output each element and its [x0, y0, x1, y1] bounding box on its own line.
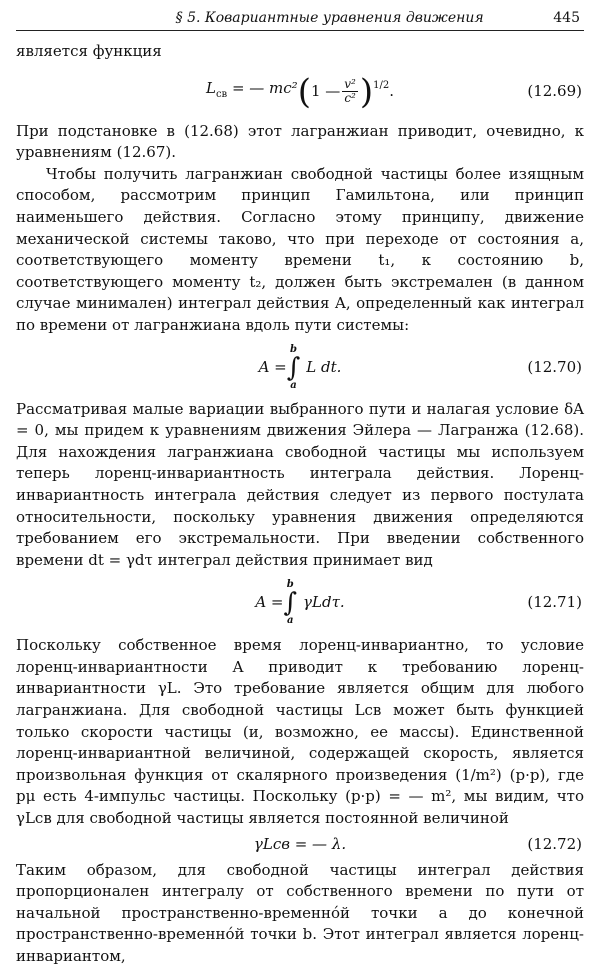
eq-body: γLсв = — λ.	[253, 834, 347, 853]
equation-number: (12.71)	[527, 593, 582, 612]
eq-integrand: γLdτ.	[303, 593, 345, 612]
eq-integrand: L dt.	[306, 357, 342, 376]
paragraph-variations: Рассматривая малые вариации выбранного пути и налагая условие δA = 0, мы придем к уравнениям движения Эйлера — Лагранжа (12.68). Для нахождения лагранжиана свободной частицы мы используем теперь лоренц-инвариантность интеграла действия. Лоренц-инвариантность интеграла действия следует из первого постулата относительности, поскольку уравнения движения определяются требованием его экстремальности. При введении собственного времени dt = γdτ интеграл действия принимает вид	[16, 399, 584, 569]
paragraph-proper-time: Поскольку собственное время лоренц-инвариантно, то условие лоренц-инвариантности A приводит к требованию лоренц-инвариантности γL. Это требование является общим для любого лагранжиана. Для свободной частицы Lсв может быть функцией только скорости частицы (и, возможно, ее массы). Единственной лоренц-инвариантной величиной, содержащей скорость, является произвольная функция от скалярного произведения (1/m²) (p·p), где pμ есть 4-импульс частицы. Поскольку (p·p) = — m², мы видим, что γLсв для свободной частицы является постоянной величиной	[16, 636, 584, 828]
eq-lhs: A =	[258, 357, 287, 376]
paragraph-intro: является функция	[16, 42, 162, 60]
integral-sign: b ∫ a	[283, 579, 298, 627]
eq-lhs: A =	[255, 593, 284, 612]
integral-sign: b ∫ a	[286, 343, 301, 391]
running-header	[16, 10, 584, 31]
paragraph-substitution: При подстановке в (12.68) этот лагранжиан приводит, очевидно, к уравнениям (12.67).	[16, 121, 584, 162]
paragraph-conclusion: Таким образом, для свободной частицы интеграл действия пропорционален интегралу от собственного времени по пути от начальной пространственно-временнóй точки a до конечной пространственно-временнóй точки b. Этот интеграл является лоренц-инвариантом,	[16, 860, 584, 965]
equation-12-69: $L_{св}$ = — mc² ( 1 — $\frac{\text{v²}}{\text{c²}}$ ) $^{1/2}$ . (12.69)	[205, 71, 582, 112]
fraction-v2-c2: $\frac{\text{v²}}{\text{c²}}$	[344, 76, 356, 106]
equation-number: (12.72)	[527, 834, 582, 853]
equation-number: (12.69)	[527, 81, 582, 100]
equation-12-72	[16, 830, 584, 860]
page-number: 445	[553, 10, 580, 26]
equation-12-70	[16, 337, 584, 399]
paragraph-hamilton: Чтобы получить лагранжиан свободной частицы более изящным способом, рассмотрим принцип Гамильтона, или принцип наименьшего действия. Согласно этому принципу, движение механической системы таково, что при переходе от состояния a, соответствующего моменту времени t₁, к состоянию b, соответствующего моменту t₂, должен быть экстремален (в данном случае минимален) интеграл действия A, определенный как интеграл по времени от лагранжиана вдоль пути системы:	[16, 164, 584, 334]
equation-12-71	[16, 571, 584, 635]
section-title: § 5. Ковариантные уравнения движения	[175, 10, 484, 26]
equation-number: (12.70)	[527, 357, 582, 376]
